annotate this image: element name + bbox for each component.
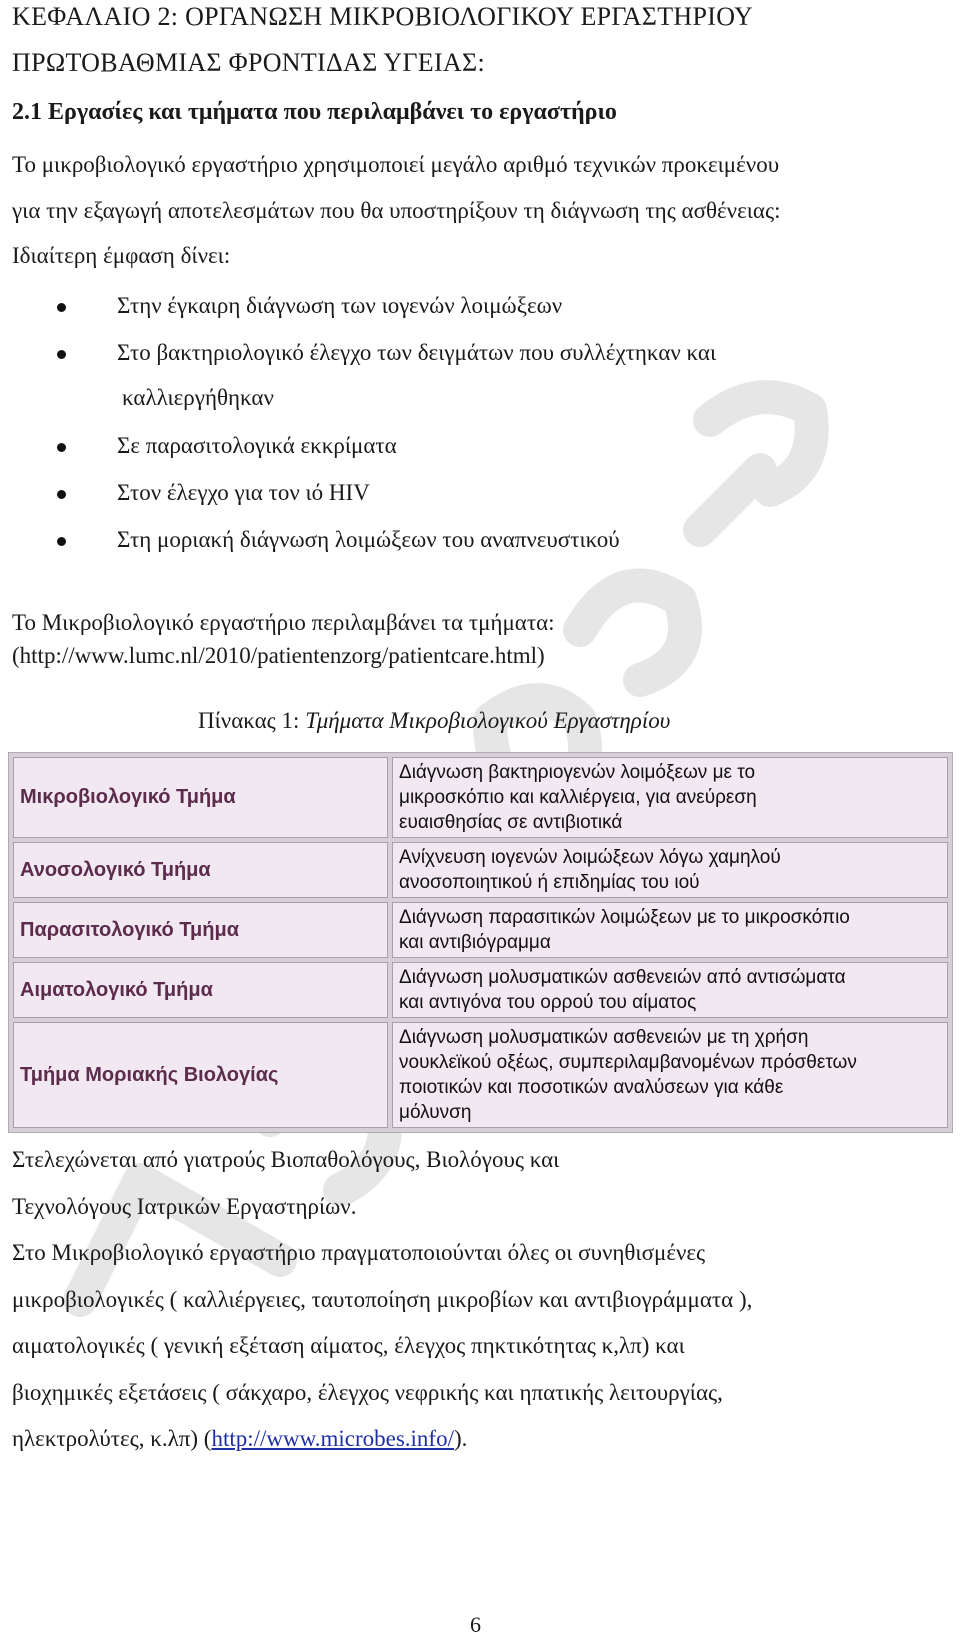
staff-line2: Τεχνολόγους Ιατρικών Εργαστηρίων. [12, 1194, 357, 1219]
description-line: και αντιβιόγραμμα [399, 932, 551, 953]
description-line: μόλυνση [399, 1102, 472, 1123]
intro-line1: Το μικροβιολογικό εργαστήριο χρησιμοποιεί μεγάλο αριθμό τεχνικών προκειμένου [12, 152, 780, 177]
table-row [13, 757, 948, 838]
tests-line5 [12, 1426, 467, 1452]
table-caption-title: Τμήματα Μικροβιολογικού Εργαστηρίου [305, 708, 671, 733]
table-row [13, 842, 948, 898]
departments-source-url: (http://www.lumc.nl/2010/patientenzorg/patientcare.html) [12, 643, 545, 668]
description-line: Διάγνωση παρασιτικών λοιμώξεων με το μικροσκόπιο [399, 907, 850, 928]
bullet-dot [57, 490, 66, 499]
tests-line5-suffix: ). [454, 1426, 468, 1451]
description-line: νουκλεϊκού οξέως, συμπεριλαμβανομένων πρόσθετων [399, 1052, 857, 1073]
bullet-dot [57, 443, 66, 452]
microbes-link[interactable]: http://www.microbes.info/ [211, 1426, 454, 1451]
bullet-item-2: Στο βακτηριολογικό έλεγχο των δειγμάτων που συλλέχτηκαν και [117, 340, 717, 365]
description-line: μικροσκόπιο και καλλιέργεια, για ανεύρεση [399, 787, 757, 808]
bullet-dot [57, 303, 66, 312]
department-name: Τμήμα Μοριακής Βιολογίας [13, 1022, 388, 1128]
table-row [13, 962, 948, 1018]
page-number: 6 [470, 1612, 481, 1637]
bullet-item-3: Σε παρασιτολογικά εκκρίματα [117, 433, 397, 458]
description-line: ευαισθησίας σε αντιβιοτικά [399, 812, 623, 833]
table-caption [198, 708, 670, 734]
department-description [392, 902, 948, 958]
intro-line3: Ιδιαίτερη έμφαση δίνει: [12, 243, 231, 268]
bullet-item-2-continuation: καλλιεργήθηκαν [122, 385, 274, 410]
bullet-dot [57, 537, 66, 546]
bullet-dot [57, 350, 66, 359]
tests-line1: Στο Μικροβιολογικό εργαστήριο πραγματοποιούνται όλες οι συνηθισμένες [12, 1240, 706, 1265]
bullet-item-1: Στην έγκαιρη διάγνωση των ιογενών λοιμώξεων [117, 293, 563, 318]
bullet-item-5: Στη μοριακή διάγνωση λοιμώξεων του αναπνευστικού [117, 527, 620, 552]
table-row [13, 902, 948, 958]
department-name: Μικροβιολογικό Τμήμα [13, 757, 388, 838]
department-name: Ανοσολογικό Τμήμα [13, 842, 388, 898]
description-line: Διάγνωση μολυσματικών ασθενειών από αντισώματα [399, 967, 846, 988]
departments-table [8, 752, 953, 1133]
description-line: Διάγνωση μολυσματικών ασθενειών με τη χρήση [399, 1027, 809, 1048]
intro-line2: για την εξαγωγή αποτελεσμάτων που θα υποστηρίξουν τη διάγνωση της ασθένειας: [12, 198, 781, 223]
section-title: 2.1 Εργασίες και τμήματα που περιλαμβάνει το εργαστήριο [12, 99, 617, 125]
department-description [392, 757, 948, 838]
chapter-title-line2: ΠΡΩΤΟΒΑΘΜΙΑΣ ΦΡΟΝΤΙΔΑΣ ΥΓΕΙΑΣ: [12, 48, 485, 77]
description-line: και αντιγόνα του ορρού του αίματος [399, 992, 697, 1013]
department-description [392, 842, 948, 898]
description-line: ανοσοποιητικού ή επιδημίας του ιού [399, 872, 700, 893]
tests-line5-prefix: ηλεκτρολύτες, κ.λπ) ( [12, 1426, 212, 1451]
tests-line2: μικροβιολογικές ( καλλιέργειες, ταυτοποίηση μικροβίων και αντιβιογράμματα ), [12, 1287, 753, 1312]
staff-line1: Στελεχώνεται από γιατρούς Βιοπαθολόγους, Βιολόγους και [12, 1147, 560, 1172]
bullet-item-4: Στον έλεγχο για τον ιό HIV [117, 480, 370, 505]
table-row [13, 1022, 948, 1128]
chapter-title-line1: ΚΕΦΑΛΑΙΟ 2: ΟΡΓΑΝΩΣΗ ΜΙΚΡΟΒΙΟΛΟΓΙΚΟΥ ΕΡΓΑΣΤΗΡΙΟΥ [12, 2, 754, 31]
tests-line3: αιματολογικές ( γενική εξέταση αίματος, έλεγχος πηκτικότητας κ,λπ) και [12, 1333, 685, 1358]
tests-line4: βιοχημικές εξετάσεις ( σάκχαρο, έλεγχος νεφρικής και ηπατικής λειτουργίας, [12, 1380, 723, 1405]
description-line: Διάγνωση βακτηριογενών λοιμόξεων με το [399, 762, 756, 783]
department-description [392, 962, 948, 1018]
departments-intro: Το Μικροβιολογικό εργαστήριο περιλαμβάνει τα τμήματα: [12, 610, 555, 635]
description-line: ποιοτικών και ποσοτικών αναλύσεων για κάθε [399, 1077, 784, 1098]
description-line: Ανίχνευση ιογενών λοιμώξεων λόγω χαμηλού [399, 847, 781, 868]
department-description [392, 1022, 948, 1128]
table-caption-prefix: Πίνακας 1: [198, 708, 306, 733]
department-name: Αιματολογικό Τμήμα [13, 962, 388, 1018]
department-name: Παρασιτολογικό Τμήμα [13, 902, 388, 958]
